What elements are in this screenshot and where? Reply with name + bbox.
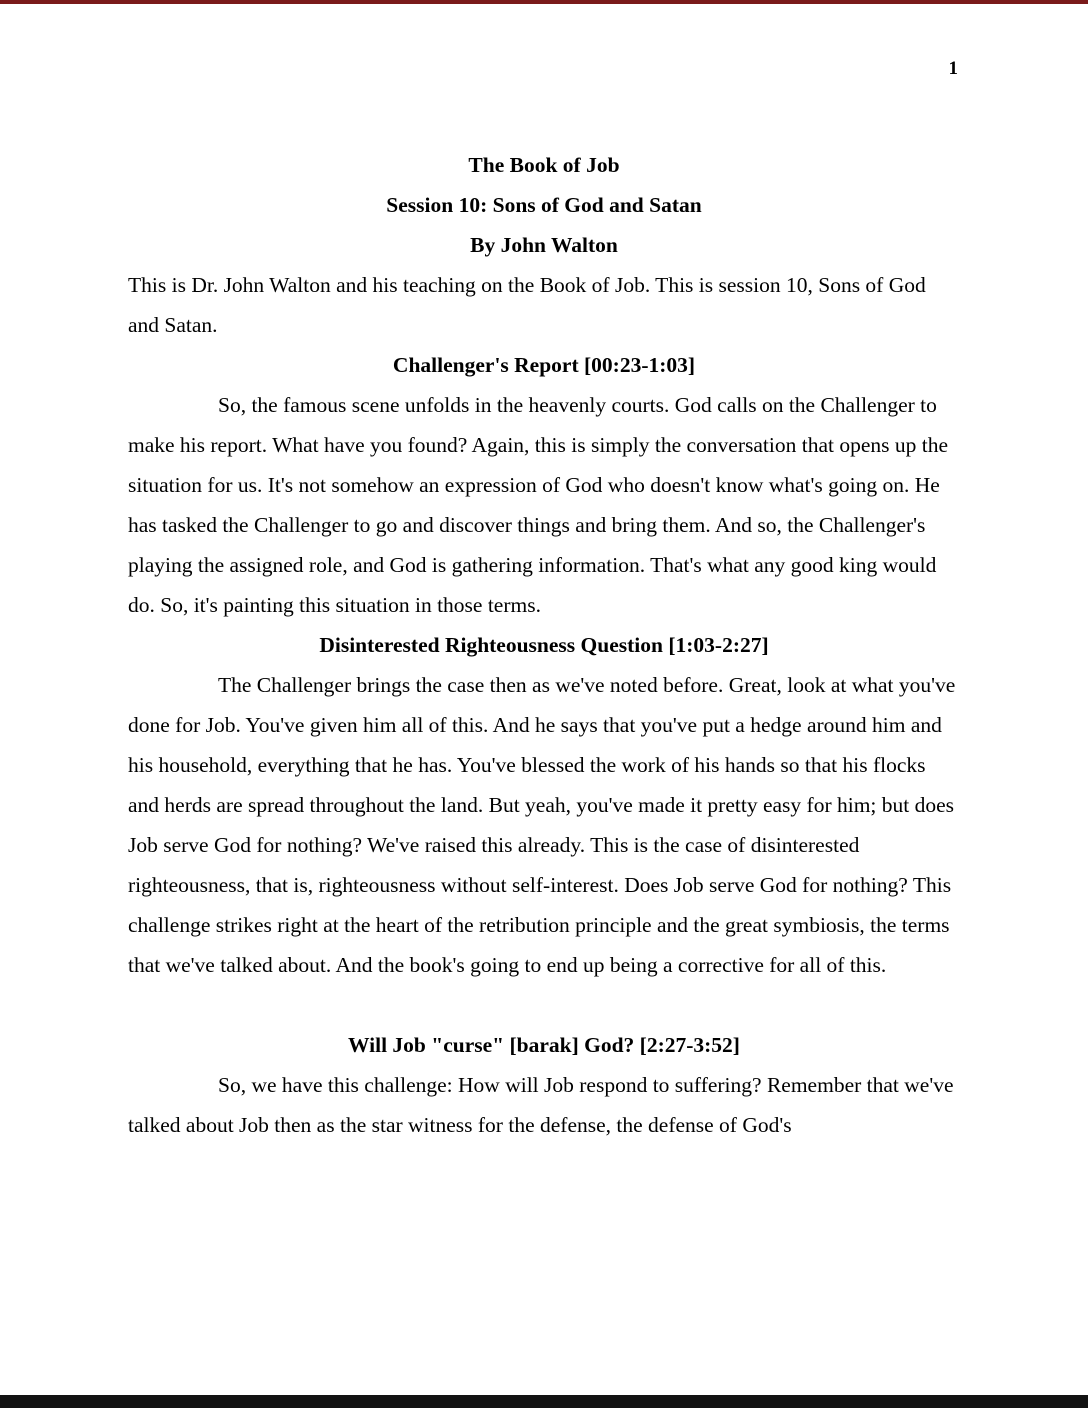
top-border-line (0, 0, 1088, 4)
page-number: 1 (948, 58, 958, 79)
section-paragraph-challengers-report: So, the famous scene unfolds in the heavenly courts. God calls on the Challenger to make his report. What have you found? Again, this is simply the conversation that opens up the situation for us. It's not somehow an expression of God who doesn't know what's going on. He has tasked the Challenger to go and discover things and bring them. And so, the Challenger's playing the assigned role, and God is gathering information. That's what any good king would do. So, it's painting this situation in those terms. (128, 393, 949, 617)
section-paragraph-disinterested-righteousness: The Challenger brings the case then as we've noted before. Great, look at what you've done for Job. You've given him all of this. And he says that you've put a hedge around him and his household, everything that he has. You've blessed the work of his hands so that his flocks and herds are spread throughout the land. But yeah, you've made it pretty easy for him; but does Job serve God for nothing? We've raised this already. This is the case of disinterested righteousness, that is, righteousness without self-interest. Does Job serve God for nothing? This challenge strikes right at the heart of the retribution principle and the great symbiosis, the terms that we've talked about. And the book's going to end up being a corrective for all of this. (128, 673, 956, 977)
document-title: The Book of Job (468, 153, 620, 177)
section-paragraph-will-job-curse: So, we have this challenge: How will Job respond to suffering? Remember that we've talked about Job then as the star witness for the defense, the defense of God's (128, 1073, 954, 1137)
section-heading-will-job-curse: Will Job "curse" [barak] God? [2:27-3:52] (348, 1033, 740, 1057)
document-author: By John Walton (470, 233, 618, 257)
intro-paragraph: This is Dr. John Walton and his teaching on the Book of Job. This is session 10, Sons of God and Satan. (128, 273, 926, 337)
section-heading-disinterested-righteousness: Disinterested Righteousness Question [1:03-2:27] (319, 633, 769, 657)
document-subtitle-session: Session 10: Sons of God and Satan (386, 193, 702, 217)
section-heading-challengers-report: Challenger's Report [00:23-1:03] (392, 353, 696, 377)
bottom-bar (0, 1395, 1088, 1408)
